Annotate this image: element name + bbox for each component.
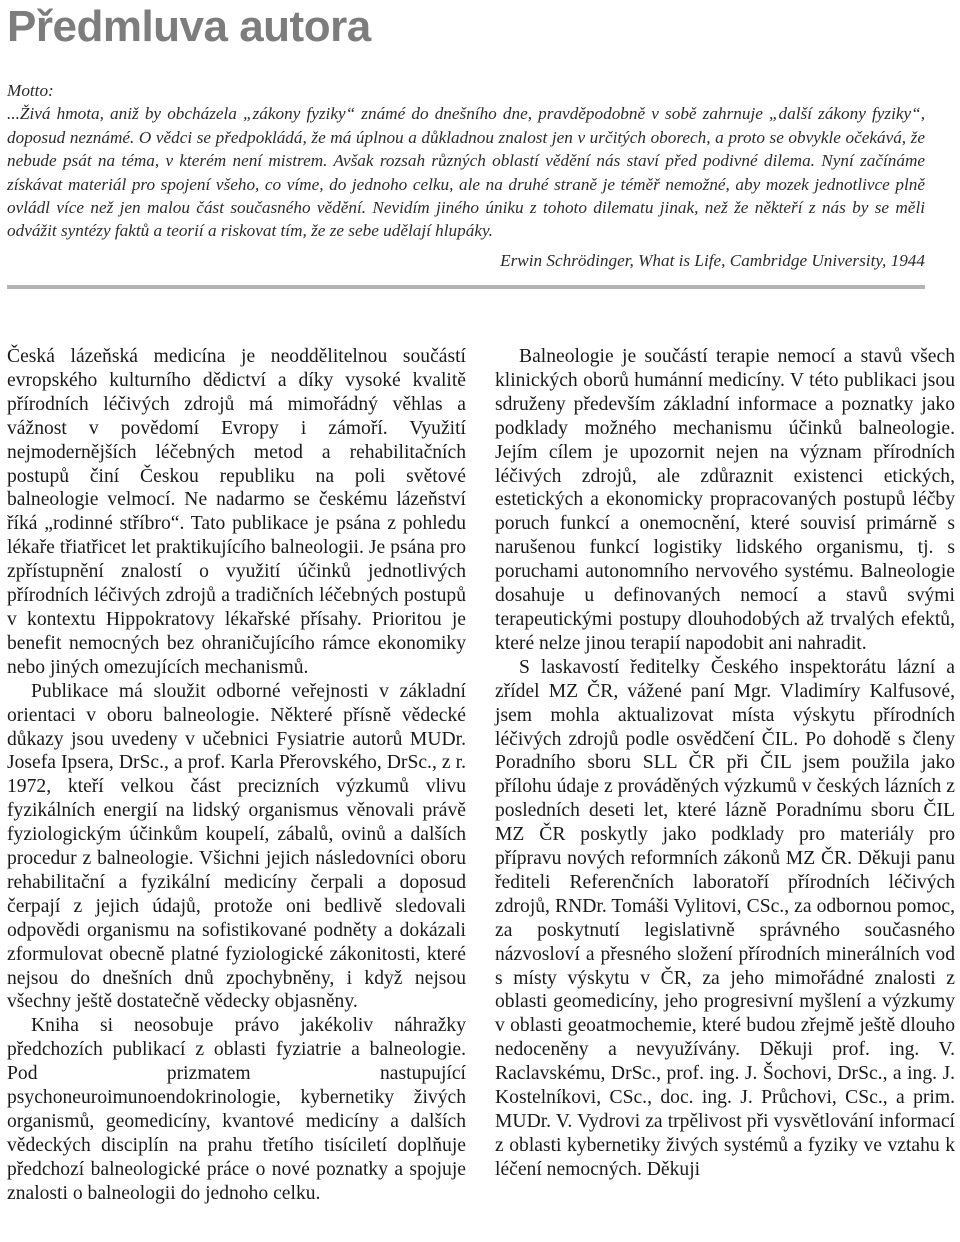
paragraph: Publikace má sloužit odborné veřejnosti v základní orientaci v oboru balneologie. Některé přísně vědecké důkazy jsou uvedeny v učebnici Fysiatrie autorů MUDr. Josefa Ipsera, DrSc., a prof. Karla Přerovského, DrSc., z r. 1972, kteří velkou část precizních výzkumů vlivu fyzikálních energií na lidský organismus věnovali právě fyziologickým účinkům koupelí, zábalů, ovinů a dalších procedur z balneologie. Všichni jejich následovníci oboru rehabilitační a fyzikální medicíny čerpali a doposud čerpají z jejich údajů, protože oni bedlivě sledovali odpovědi organismu na sofistikované podněty a dokázali zformulovat obecně platné fyziologické zákonitosti, které nejsou do dnešních dnů zpochybněny, i když nejsou všechny ještě dostatečně vědecky objasněny. <box>7 680 466 1013</box>
paragraph: Balneologie je součástí terapie nemocí a stavů všech klinických oborů humánní medicíny. V této publikaci jsou sdruženy především základní informace a poznatky jako podklady možného mechanismu účinků balneologie. Jejím cílem je upozornit nejen na význam přírodních léčivých zdrojů, ale zdůraznit existenci etických, estetických a ekonomicky propracovaných postupů léčby poruch funkcí a onemocnění, které souvisí primárně s narušenou funkcí logistiky lidského organismu, tj. s poruchami autonomního nervového systému. Balneologie dosahuje u definovaných nemocí a stavů svými terapeutickými postupy dlouhodobých až trvalých efektů, které nelze jinou terapií napodobit ani nahradit. <box>495 346 955 654</box>
paragraph: S laskavostí ředitelky Českého inspektorátu lázní a zřídel MZ ČR, vážené paní Mgr. Vladimíry Kalfusové, jsem mohla aktualizovat místa výskytu přírodních léčivých zdrojů podle osvědčení ČIL. Po dohodě s členy Poradního sboru SLL ČR při ČIL jsem použila jako přílohu údaje z prováděných výzkumů v českých lázních z posledních deseti let, které lázně Poradnímu sboru ČIL MZ ČR poskytly jako podklady pro materiály pro přípravu nových reformních zákonů MZ ČR. Děkuji panu řediteli Referenčních laboratoří přírodních léčivých zdrojů, RNDr. Tomáši Vylitovi, CSc., za odbornou pomoc, za poskytnutí legislativně správného současného názvosloví a přesného složení přírodních minerálních vod s místy výskytu v ČR, za jeho mimořádné znalosti z oblasti geomedicíny, jeho progresivní myšlení a výzkumy v oblasti geoatmochemie, které budou zřejmě ještě dlouho nedoceněny a nevyužívány. Děkuji prof. ing. V. Raclavskému, DrSc., prof. ing. J. Šochovi, DrSc., a ing. J. Kostelníkovi, CSc., doc. ing. J. Průchovi, CSc., a prim. MUDr. V. Vydrovi za trpělivost při vysvětlování informací z oblasti kybernetiky živých systémů a fyziky ve vztahu k léčení nemocných. Děkuji <box>495 656 955 1180</box>
section-divider <box>7 285 925 289</box>
motto-label: Motto: <box>7 81 54 100</box>
right-column <box>495 345 955 1182</box>
page-title: Předmluva autora <box>7 2 371 51</box>
motto-attribution: Erwin Schrödinger, What is Life, Cambridge University, 1944 <box>500 250 925 270</box>
paragraph: Kniha si neosobuje právo jakékoliv náhražky předchozích publikací z oblasti fyziatrie a balneologie. Pod prizmatem nastupující psychoneuroimunoendokrinologie, kybernetiky živých organismů, geomedicíny, kvantové medicíny a dalších vědeckých disciplín na prahu třetího tisíciletí doplňuje předchozí balneologické práce o nové poznatky a spojuje znalosti o balneologii do jednoho celku. <box>7 1015 466 1204</box>
motto-quote: ...Živá hmota, aniž by obcházela „zákony fyziky“ známé do dnešního dne, pravděpodobně v sobě zahrnuje „další zákony fyziky“, doposud neznámé. O vědci se předpokládá, že má úplnou a důkladnou znalost jen v určitých oborech, a proto se obvykle očekává, že nebude psát na téma, v kterém není mistrem. Avšak rozsah různých oblastí vědění nás staví před podivné dilema. Nyní začínáme získávat materiál pro spojení všeho, co víme, do jednoho celku, ale na druhé straně je téměř nemožné, aby mozek jednotlivce plně ovládl více než jen malou část současného vědění. Nevidím jiného úniku z tohoto dilematu jinak, než že někteří z nás by se měli odvážit syntézy faktů a teorií a riskovat tím, že ze sebe udělají hlupáky. <box>7 104 925 241</box>
left-column <box>7 345 466 1206</box>
paragraph: Česká lázeňská medicína je neoddělitelnou součástí evropského kulturního dědictví a díky vysoké kvalitě přírodních léčivých zdrojů má mimořádný věhlas a vážnost v povědomí Evropy i zámoří. Využití nejmodernějších léčebných metod a rehabilitačních postupů činí Českou republiku na poli světové balneologie velmocí. Ne nadarmo se českému lázeňství říká „rodinné stříbro“. Tato publikace je psána z pohledu lékaře třiatřicet let praktikujícího balneologii. Je psána pro zpřístupnění znalostí o využití účinků jednotlivých přírodních léčivých zdrojů a tradičních léčebných postupů v kontextu Hippokratovy lékařské přísahy. Prioritou je benefit nemocných bez ohraničujícího rámce ekonomiky nebo jiných omezujících mechanismů. <box>7 346 466 678</box>
motto-block <box>7 79 925 272</box>
